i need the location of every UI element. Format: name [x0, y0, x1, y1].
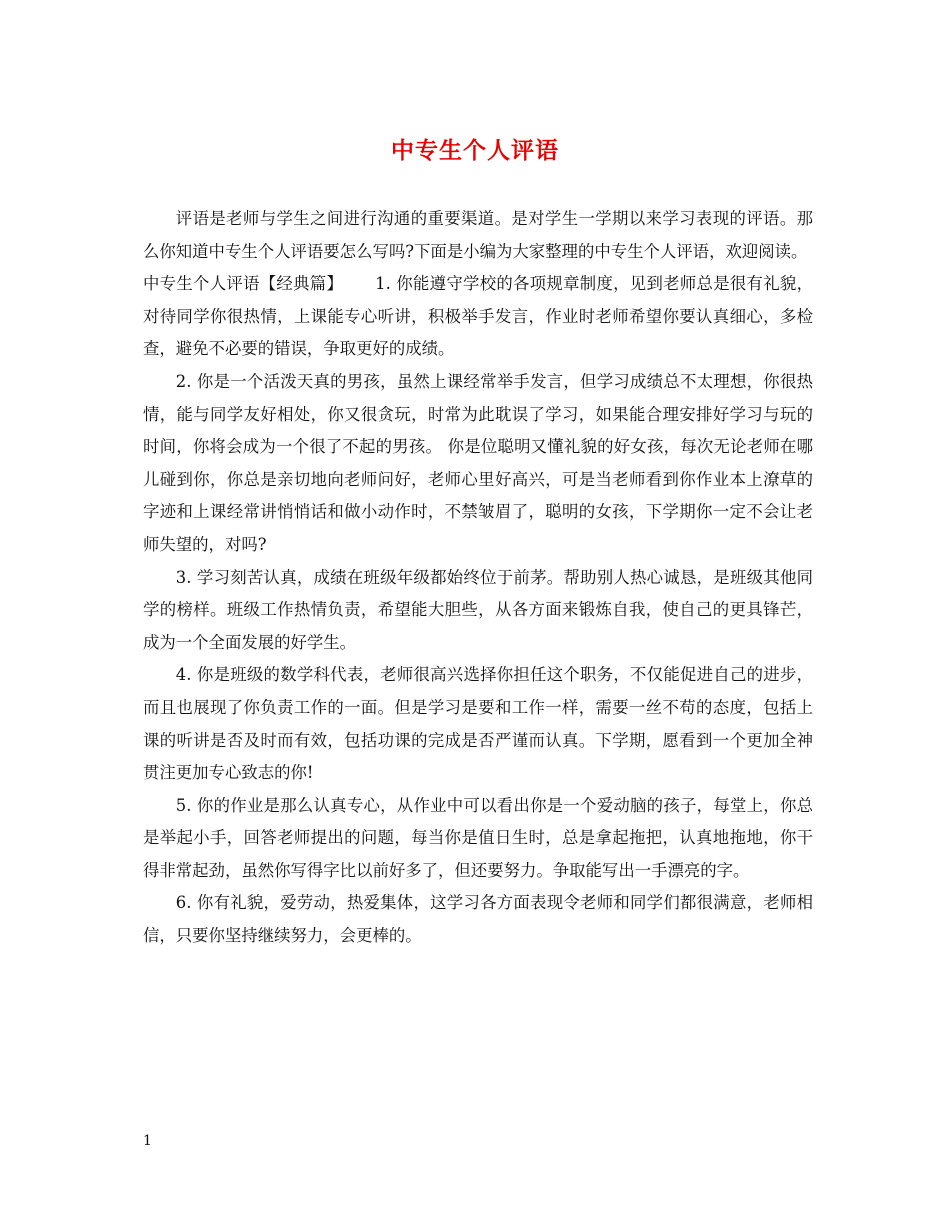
item-3: 3. 学习刻苦认真，成绩在班级年级都始终位于前茅。帮助别人热心诚恳，是班级其他同学的榜样。班级工作热情负责，希望能大胆些，从各方面来锻炼自我，使自己的更具锋芒，成为一个全面发展的好学生。: [143, 567, 813, 652]
section-paragraph: [143, 268, 813, 366]
item-6: 6. 你有礼貌，爱劳动，热爱集体，这学习各方面表现令老师和同学们都很满意，老师相信，只要你坚持继续努力，会更棒的。: [143, 893, 813, 946]
item-2: 2. 你是一个活泼天真的男孩，虽然上课经常举手发言，但学习成绩总不太理想，你很热情，能与同学友好相处，你又很贪玩，时常为此耽误了学习，如果能合理安排好学习与玩的时间，你将会成为一个很了不起的男孩。 你是位聪明又懂礼貌的好女孩，每次无论老师在哪儿碰到你，你总是亲切地向老师问好，老师心里好高兴，可是当老师看到你作业本上潦草的字迹和上课经常讲悄悄话和做小动作时，不禁皱眉了，聪明的女孩，下学期你一定不会让老师失望的，对吗?: [143, 371, 813, 554]
section-heading: 中专生个人评语【经典篇】: [143, 274, 344, 294]
intro-paragraph: 评语是老师与学生之间进行沟通的重要渠道。是对学生一学期以来学习表现的评语。那么你知道中专生个人评语要怎么写吗?下面是小编为大家整理的中专生个人评语，欢迎阅读。: [143, 209, 813, 261]
item-4: 4. 你是班级的数学科代表，老师很高兴选择你担任这个职务，不仅能促进自己的进步，而且也展现了你负责工作的一面。但是学习是要和工作一样，需要一丝不苟的态度，包括上课的听讲是否及时而有效，包括功课的完成是否严谨而认真。下学期，愿看到一个更加全神贯注更加专心致志的你!: [143, 665, 813, 783]
document-title: 中专生个人评语: [391, 137, 559, 164]
document-body: [143, 203, 813, 953]
item-5: 5. 你的作业是那么认真专心，从作业中可以看出你是一个爱动脑的孩子，每堂上，你总是举起小手，回答老师提出的问题，每当你是值日生时，总是拿起拖把，认真地拖地，你干得非常起劲，虽然你写得字比以前好多了，但还要努力。争取能写出一手漂亮的字。: [143, 795, 813, 880]
page-number: 1: [143, 1133, 152, 1149]
item-1: 1. 你能遵守学校的各项规章制度，见到老师总是很有礼貌，对待同学你很热情，上课能专心听讲，积极举手发言，作业时老师希望你要认真细心，多检查，避免不必要的错误，争取更好的成绩。: [143, 274, 813, 359]
